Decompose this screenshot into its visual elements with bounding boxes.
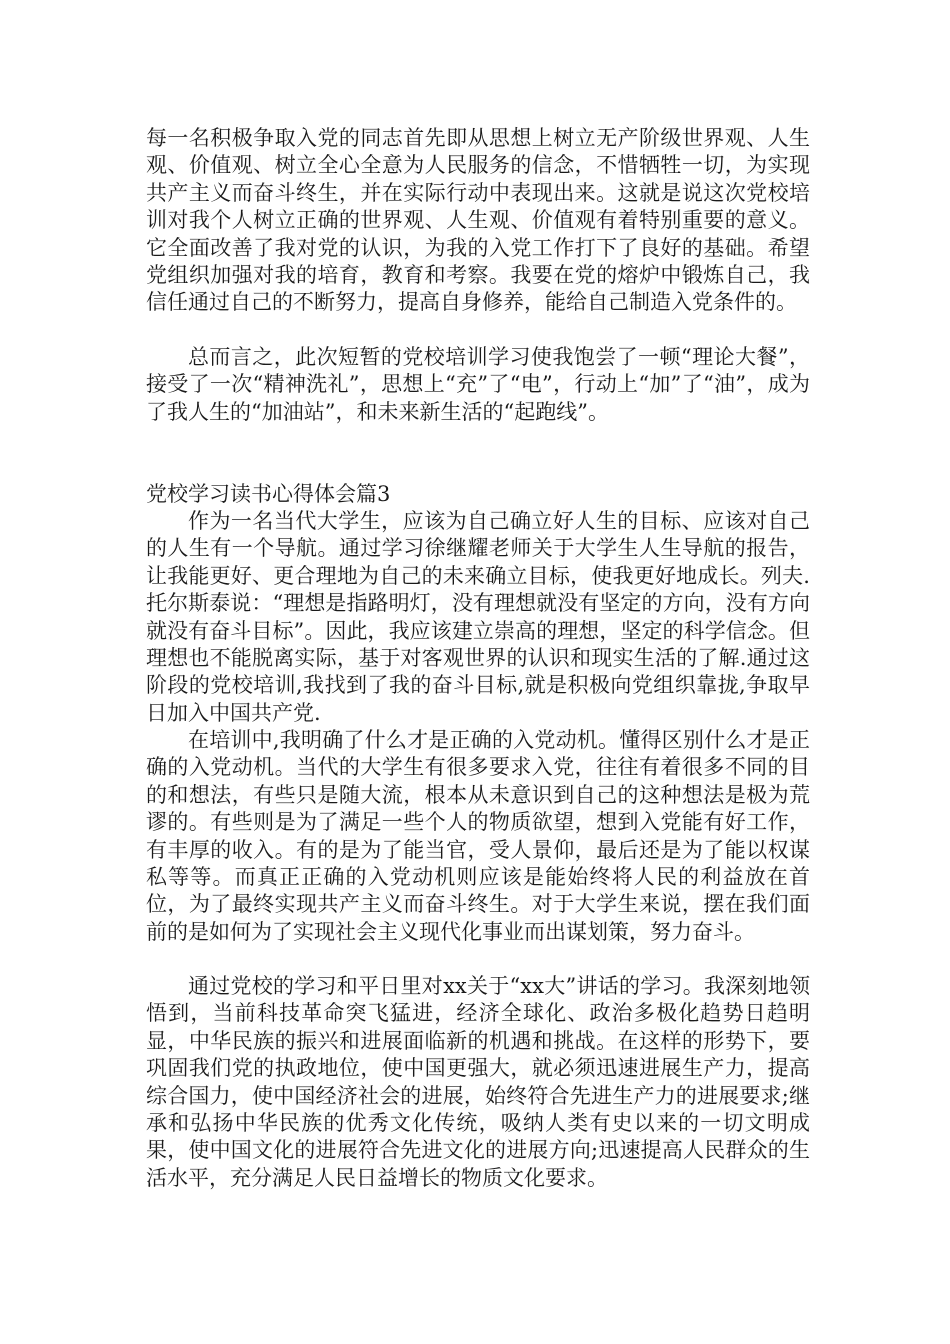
section-heading: 党校学习读书心得体会篇3 [146,482,391,506]
paragraph-study-insights: 通过党校的学习和平日里对xx关于“xx大”讲话的学习。我深刻地领悟到，当前科技革命突飞猛进，经济全球化、政治多极化趋势日趋明显，中华民族的振兴和进展面临新的机遇和挑战。在这样的形势下，要巩固我们党的执政地位，使中国更强大，就必须迅速进展生产力，提高综合国力，使中国经济社会的进展，始终符合先进生产力的进展要求;继承和弘扬中华民族的优秀文化传统，吸纳人类有史以来的一切文明成果，使中国文化的进展符合先进文化的进展方向;迅速提高人民群众的生活水平，充分满足人民日益增长的物质文化要求。 [146,974,810,1190]
paragraph-life-goals: 作为一名当代大学生，应该为自己确立好人生的目标、应该对自己的人生有一个导航。通过学习徐继耀老师关于大学生人生导航的报告，让我能更好、更合理地为自己的未来确立目标，使我更好地成长。列夫.托尔斯泰说：“理想是指路明灯，没有理想就没有坚定的方向，没有方向就没有奋斗目标”。因此，我应该建立崇高的理想，坚定的科学信念。但理想也不能脱离实际，基于对客观世界的认识和现实生活的了解.通过这阶段的党校培训,我找到了我的奋斗目标,就是积极向党组织靠拢,争取早日加入中国共产党. [146,509,810,725]
paragraph-party-membership-belief: 每一名积极争取入党的同志首先即从思想上树立无产阶级世界观、人生观、价值观、树立全心全意为人民服务的信念，不惜牺牲一切，为实现共产主义而奋斗终生，并在实际行动中表现出来。这就是说这次党校培训对我个人树立正确的世界观、人生观、价值观有着特别重要的意义。它全面改善了我对党的认识，为我的入党工作打下了良好的基础。希望党组织加强对我的培育，教育和考察。我要在党的熔炉中锻炼自己，我信任通过自己的不断努力，提高自身修养，能给自己制造入党条件的。 [146,126,810,315]
paragraph-party-motivation: 在培训中,我明确了什么才是正确的入党动机。懂得区别什么才是正确的入党动机。当代的大学生有很多要求入党，往往有着很多不同的目的和想法，有些只是随大流，根本从未意识到自己的这种想法是极为荒谬的。有些则是为了满足一些个人的物质欲望，想到入党能有好工作，有丰厚的收入。有的是为了能当官，受人景仰，最后还是为了能以权谋私等等。而真正正确的入党动机则应该是能始终将人民的利益放在首位，为了最终实现共产主义而奋斗终生。对于大学生来说，摆在我们面前的是如何为了实现社会主义现代化事业而出谋划策，努力奋斗。 [146,728,810,944]
paragraph-summary: 总而言之，此次短暂的党校培训学习使我饱尝了一顿“理论大餐”，接受了一次“精神洗礼”，思想上“充”了“电”，行动上“加”了“油”，成为了我人生的“加油站”，和未来新生活的“起跑线”。 [146,345,810,424]
